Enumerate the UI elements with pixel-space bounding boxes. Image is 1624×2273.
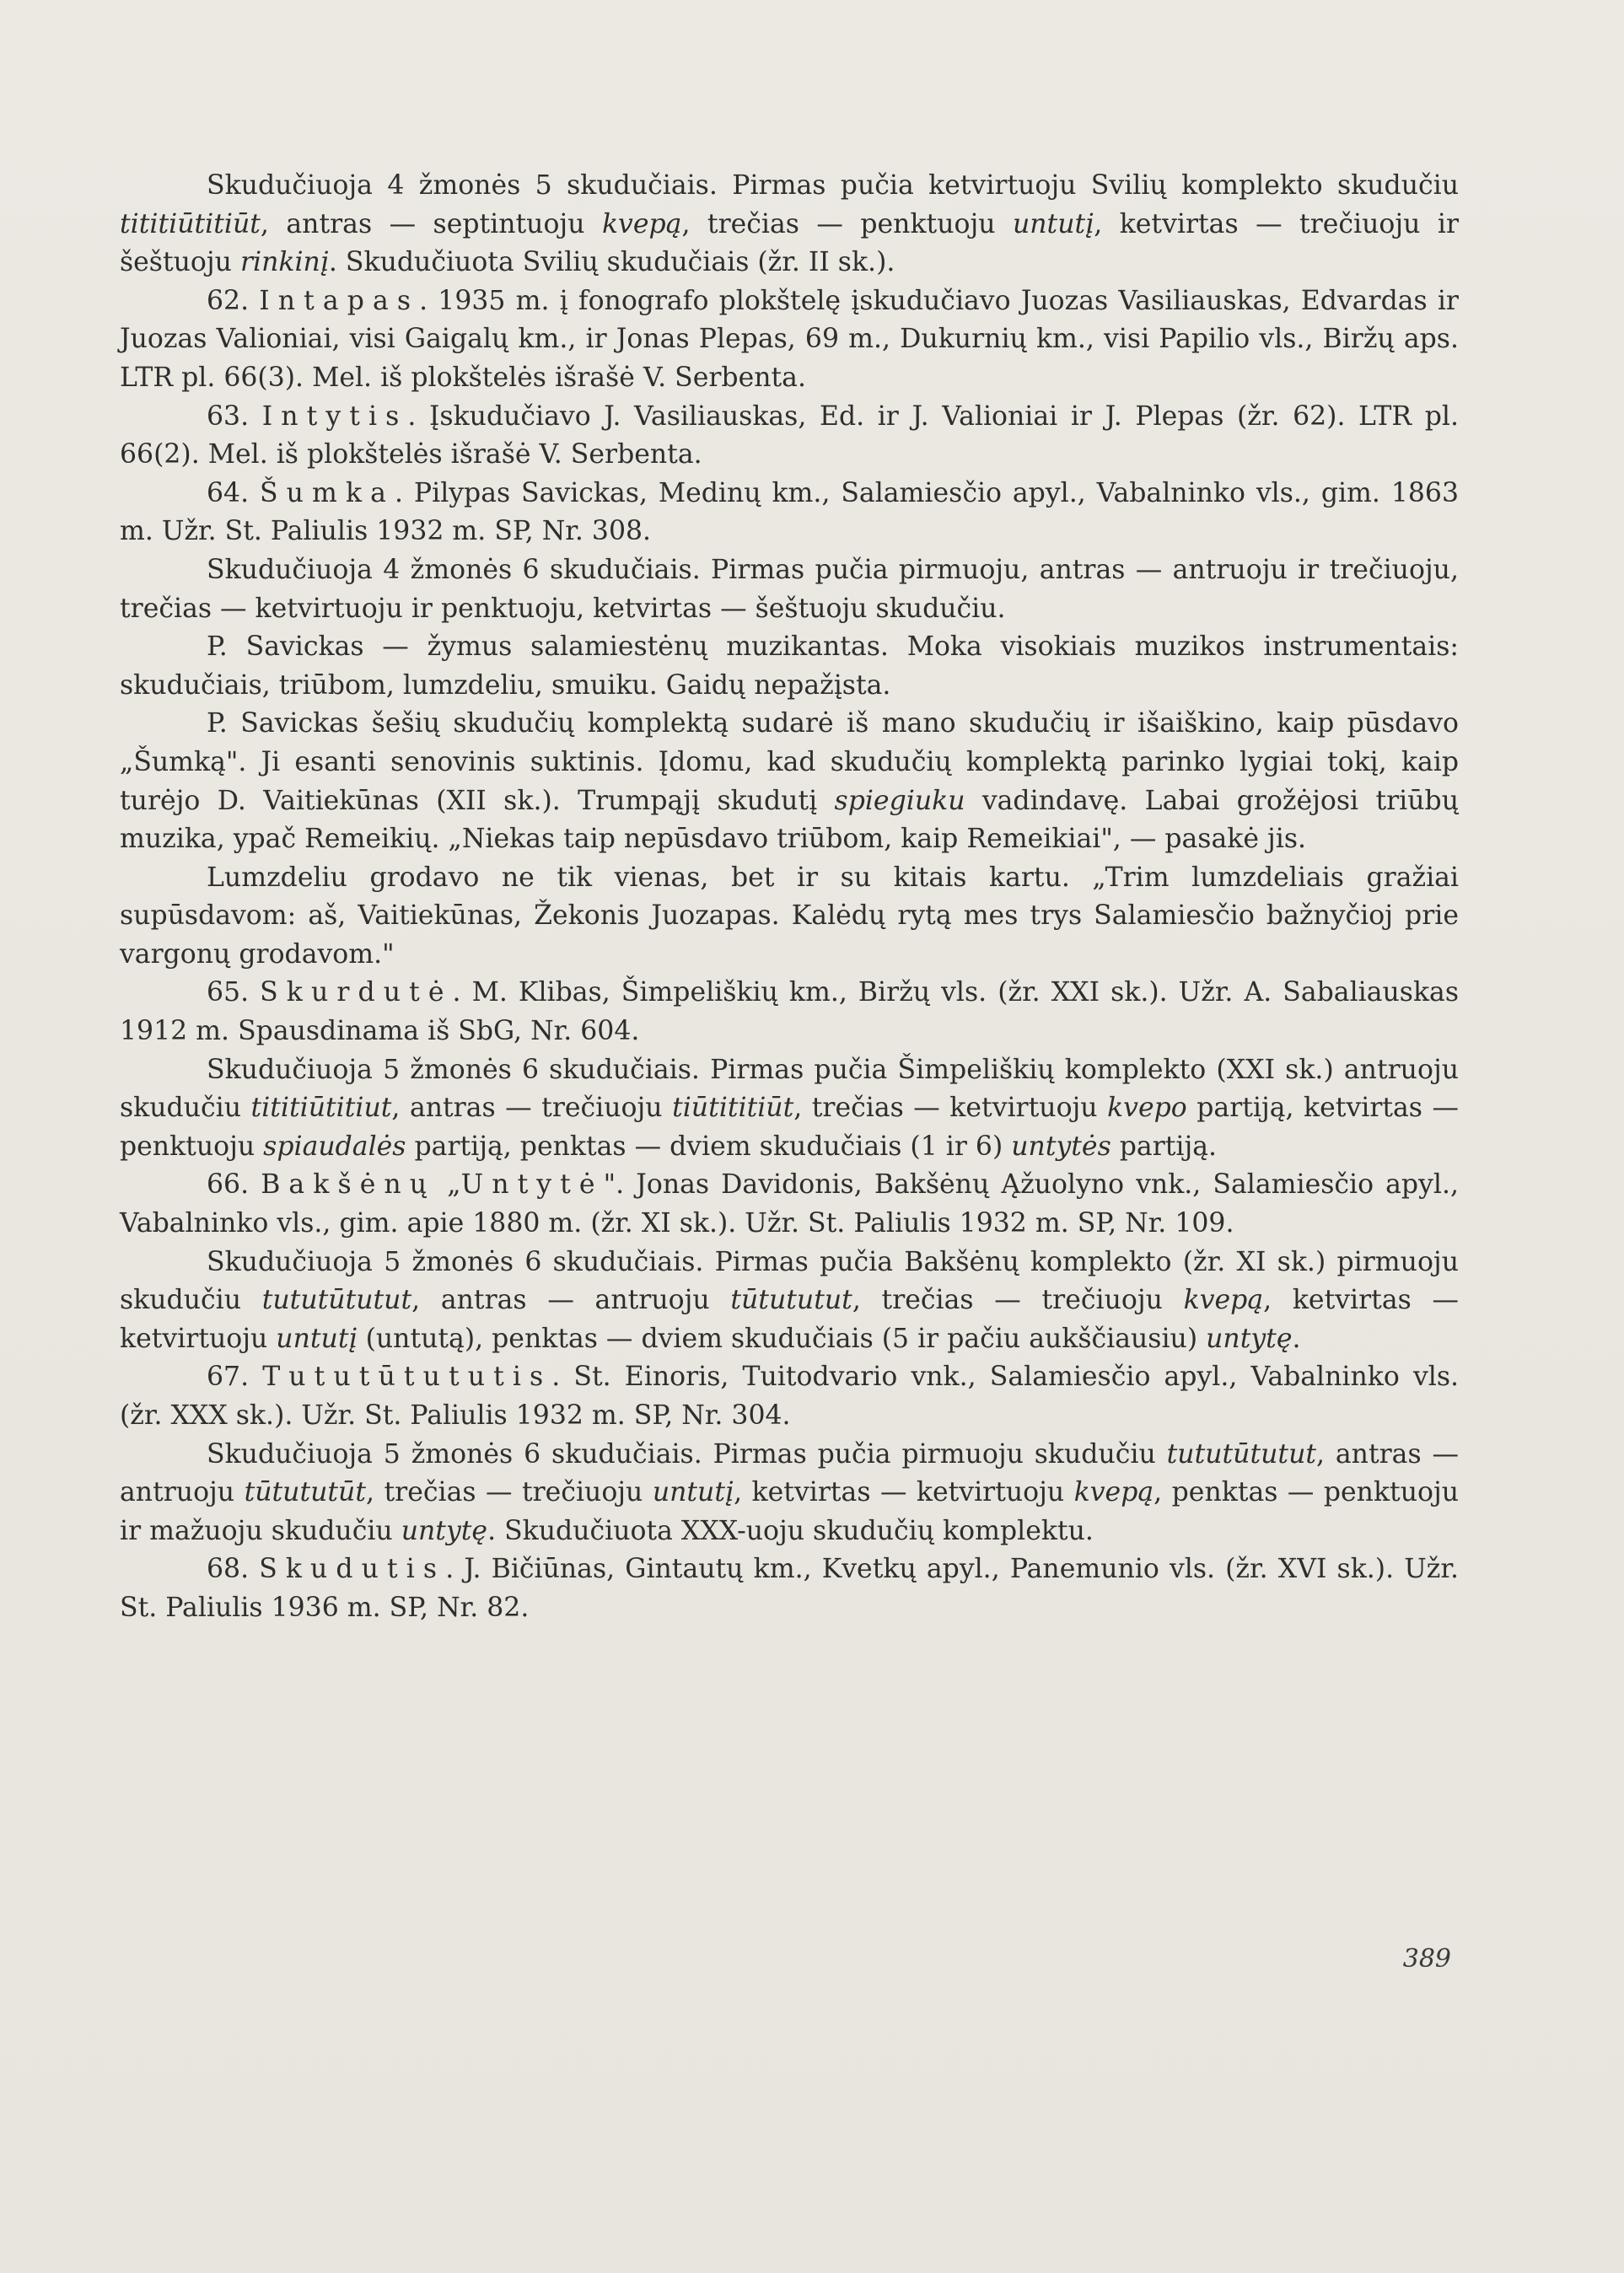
text-run: , trečias — trečiuoju (852, 1285, 1184, 1316)
spaced-title: Untytė (460, 1169, 604, 1201)
text-run: . Skudučiuota Svilių skudučiais (žr. II sk.). (328, 247, 895, 278)
italic-term: tititiūtitiūt (120, 208, 261, 239)
text-run: P. Savickas šešių skudučių komplektą sudarė iš mano skudučių ir išaiškino, kaip pūsdavo „Šumką". Ji esanti senovinis suktinis. Įdomu, kad skudučių komplektą parinko lygiai tokį, kaip turėjo D. Vaitiekūnas (XII sk.). Trumpąjį skudutį (120, 708, 1459, 816)
text-run: , antras — antruoju (411, 1285, 731, 1316)
text-run: . Įskudučiavo J. Vasiliauskas, Ed. ir J. Valioniai ir J. Plepas (žr. 62). LTR pl. 66(2). Mel. iš plokštelės išrašė V. Serbenta. (120, 400, 1459, 470)
text-run: 62. (207, 285, 260, 316)
paragraph (120, 705, 1459, 858)
text-run: . 1935 m. į fonografo plokštelę įskudučiavo Juozas Vasiliauskas, Edvardas ir Juozas Valioniai, visi Gaigalų km., ir Jonas Plepas, 69 m., Dukurnių km., visi Papilio vls., Biržų aps. LTR pl. 66(3). Mel. iš plokštelės išrašė V. Serbenta. (120, 285, 1459, 393)
paragraph (120, 974, 1459, 1051)
italic-term: tūtututut (730, 1285, 852, 1316)
text-run: partiją. (1110, 1131, 1218, 1162)
italic-term: spiegiuku (834, 785, 965, 816)
text-run: partiją, penktas — dviem skudučiais (1 ir 6) (406, 1131, 1012, 1162)
text-run: . J. Bičiūnas, Gintautų km., Kvetkų apyl., Panemunio vls. (žr. XVI sk.). Užr. St. Paliulis 1936 m. SP, Nr. 82. (120, 1554, 1459, 1623)
text-run: Lumzdeliu grodavo ne tik vienas, bet ir su kitais kartu. „Trim lumzdeliais gražiai supūsdavom: aš, Vaitiekūnas, Žekonis Juozapas. Kalėdų rytą mes trys Salamiesčio bažnyčioj prie vargonų grodavom." (120, 862, 1459, 970)
text-run: , antras — antruoju (120, 1438, 1459, 1508)
paragraph (120, 859, 1459, 975)
text-run: , trečias — trečiuoju (366, 1477, 653, 1508)
paragraph (120, 398, 1459, 475)
text-run: (untutą), penktas — dviem skudučiais (5 ir pačiu aukščiausiu) (357, 1323, 1207, 1354)
paragraph (120, 551, 1459, 628)
paragraph (120, 1051, 1459, 1167)
text-run: 64. (207, 477, 260, 508)
text-run: 66. (207, 1169, 261, 1201)
spaced-title: Skurdutė (260, 977, 453, 1008)
page-number: 389 (1402, 1944, 1451, 1974)
text-run: , antras — trečiuoju (391, 1093, 673, 1124)
paragraph (120, 167, 1459, 282)
text-run: 68. (207, 1554, 260, 1585)
text-run: , ketvirtas — ketvirtuoju (734, 1477, 1074, 1508)
italic-term: kvepą (1183, 1285, 1264, 1316)
italic-term: tututūtutut (1166, 1438, 1317, 1470)
italic-term: untutį (652, 1477, 734, 1508)
paragraph (120, 1166, 1459, 1243)
text-run: . Pilypas Savickas, Medinų km., Salamiesčio apyl., Vabalninko vls., gim. 1863 m. Užr. St. Paliulis 1932 m. SP, Nr. 308. (120, 477, 1459, 547)
italic-term: kvepą (1073, 1477, 1154, 1508)
spaced-title: Intytis (261, 400, 408, 432)
text-run: , antras — septintuoju (260, 208, 602, 239)
text-run: Skudučiuoja 5 žmonės 6 skudučiais. Pirmas pučia Bakšėnų komplekto (žr. XI sk.) pirmuoju skudučiu (120, 1246, 1459, 1316)
text-run: , ketvirtas — ketvirtuoju (120, 1285, 1459, 1354)
spaced-title: Šumka (260, 477, 395, 508)
text-run: 63. (207, 400, 262, 432)
italic-term: untytės (1011, 1131, 1111, 1162)
text-run: , trečias — ketvirtuoju (793, 1093, 1108, 1124)
spaced-title: Tututūtututis (262, 1362, 552, 1393)
paragraph (120, 475, 1459, 551)
text-run: . Skudučiuota XXX-uoju skudučių komplektu. (487, 1515, 1094, 1546)
text-run: Skudučiuoja 4 žmonės 6 skudučiais. Pirmas pučia pirmuoju, antras — antruoju ir trečiuoju, trečias — ketvirtuoju ir penktuoju, ketvirtas — šeštuoju skudučiu. (120, 554, 1459, 624)
italic-term: untytę (1206, 1323, 1293, 1354)
text-run: partiją, ketvirtas — penktuoju (120, 1093, 1459, 1162)
text-run: 65. (207, 977, 261, 1008)
text-run: , penktas — penktuoju ir mažuoju skudučiu (120, 1477, 1460, 1546)
text-run: vadindavę. Labai grožėjosi triūbų muzika, ypač Remeikių. „Niekas taip nepūsdavo triūbom, kaip Remeikiai", — pasakė jis. (120, 785, 1459, 855)
paragraph (120, 282, 1459, 398)
italic-term: tiūtititiūt (672, 1093, 794, 1124)
text-run: „ (435, 1169, 461, 1201)
text-run: . (1292, 1323, 1301, 1354)
text-run: Skudučiuoja 5 žmonės 6 skudučiais. Pirmas pučia pirmuoju skudučiu (207, 1438, 1167, 1470)
text-run: ". Jonas Davidonis, Bakšėnų Ąžuolyno vnk., Salamiesčio apyl., Vabalninko vls., gim. apie 1880 m. (žr. XI sk.). Užr. St. Paliulis 1932 m. SP, Nr. 109. (120, 1169, 1459, 1239)
italic-term: tititiūtitiut (250, 1093, 392, 1124)
text-run: , trečias — penktuoju (681, 208, 1013, 239)
spaced-title: Intapas (259, 285, 420, 316)
body-text (120, 167, 1459, 1628)
italic-term: kvepo (1107, 1093, 1187, 1124)
italic-term: tūtututūt (244, 1477, 367, 1508)
text-run: , ketvirtas — trečiuoju ir šeštuoju (120, 208, 1460, 278)
text-run: P. Savickas — žymus salamiestėnų muzikantas. Moka visokiais muzikos instrumentais: skudučiais, triūbom, lumzdeliu, smuiku. Gaidų nepažįsta. (120, 631, 1459, 701)
paragraph (120, 1244, 1459, 1359)
italic-term: spiaudalės (263, 1131, 406, 1162)
italic-term: untytę (401, 1515, 488, 1546)
italic-term: tututūtutut (261, 1285, 412, 1316)
italic-term: untutį (276, 1323, 358, 1354)
spaced-title: Bakšėnų (261, 1169, 436, 1201)
text-run: Skudučiuoja 4 žmonės 5 skudučiais. Pirmas pučia ketvirtuoju Svilių komplekto skudučiu (207, 170, 1459, 201)
paragraph (120, 1358, 1459, 1435)
text-run: 67. (207, 1362, 263, 1393)
text-run: Skudučiuoja 5 žmonės 6 skudučiais. Pirmas pučia Šimpeliškių komplekto (XXI sk.) antruoju skudučiu (120, 1054, 1459, 1124)
paragraph (120, 1550, 1459, 1627)
italic-term: rinkinį (239, 247, 329, 278)
spaced-title: Skudutis (259, 1554, 446, 1585)
italic-term: kvepą (601, 208, 682, 239)
text-run: . M. Klibas, Šimpeliškių km., Biržų vls. (žr. XXI sk.). Užr. A. Sabaliauskas 1912 m. Spausdinama iš SbG, Nr. 604. (120, 977, 1459, 1047)
paragraph (120, 628, 1459, 705)
text-run: . St. Einoris, Tuitodvario vnk., Salamiesčio apyl., Vabalninko vls. (žr. XXX sk.). Užr. St. Paliulis 1932 m. SP, Nr. 304. (120, 1362, 1460, 1431)
italic-term: untutį (1012, 208, 1094, 239)
paragraph (120, 1436, 1459, 1551)
